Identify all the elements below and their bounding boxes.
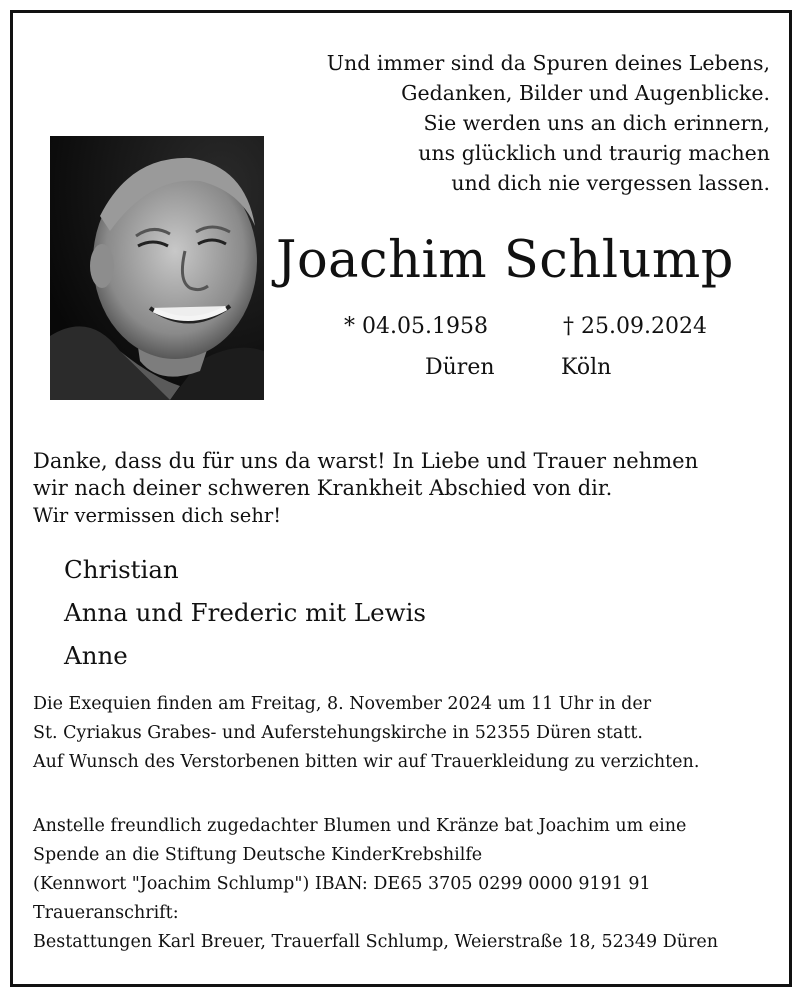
poem-line: uns glücklich und traurig machen (418, 141, 770, 165)
portrait-image (50, 136, 264, 400)
donation-line: Bestattungen Karl Breuer, Trauerfall Schlump, Weierstraße 18, 52349 Düren (33, 932, 719, 952)
mourner-name: Christian (64, 555, 179, 584)
death-date: † 25.09.2024 (563, 314, 707, 339)
poem (250, 48, 770, 198)
portrait-photo (50, 136, 264, 400)
thanks-line: Wir vermissen dich sehr! (33, 504, 282, 527)
service-info (33, 690, 699, 777)
donation-line: (Kennwort "Joachim Schlump") IBAN: DE65 3705 0299 0000 9191 91 (33, 874, 651, 894)
death-place: Köln (561, 355, 612, 380)
thanks-text (33, 448, 698, 529)
service-line: St. Cyriakus Grabes- und Auferstehungskirche in 52355 Düren statt. (33, 723, 643, 743)
mourner-name: Anna und Frederic mit Lewis (64, 598, 426, 627)
donation-line: Traueranschrift: (33, 903, 179, 923)
mourners-list (64, 548, 426, 677)
deceased-name: Joachim Schlump (276, 231, 734, 290)
service-line: Die Exequien finden am Freitag, 8. November 2024 um 11 Uhr in der (33, 694, 652, 714)
mourner-name: Anne (64, 641, 128, 670)
thanks-line: wir nach deiner schweren Krankheit Abschied von dir. (33, 476, 613, 500)
birth-place: Düren (425, 355, 495, 380)
poem-line: Und immer sind da Spuren deines Lebens, (326, 51, 770, 75)
service-line: Auf Wunsch des Verstorbenen bitten wir auf Trauerkleidung zu verzichten. (33, 752, 700, 772)
birth-date: * 04.05.1958 (344, 314, 488, 339)
donation-line: Anstelle freundlich zugedachter Blumen und Kränze bat Joachim um eine (33, 816, 687, 836)
donation-info (33, 812, 718, 957)
poem-line: Gedanken, Bilder und Augenblicke. (401, 81, 770, 105)
donation-line: Spende an die Stiftung Deutsche KinderKrebshilfe (33, 845, 483, 865)
poem-line: Sie werden uns an dich erinnern, (423, 111, 770, 135)
thanks-line: Danke, dass du für uns da warst! In Liebe und Trauer nehmen (33, 449, 699, 473)
poem-line: und dich nie vergessen lassen. (451, 171, 770, 195)
